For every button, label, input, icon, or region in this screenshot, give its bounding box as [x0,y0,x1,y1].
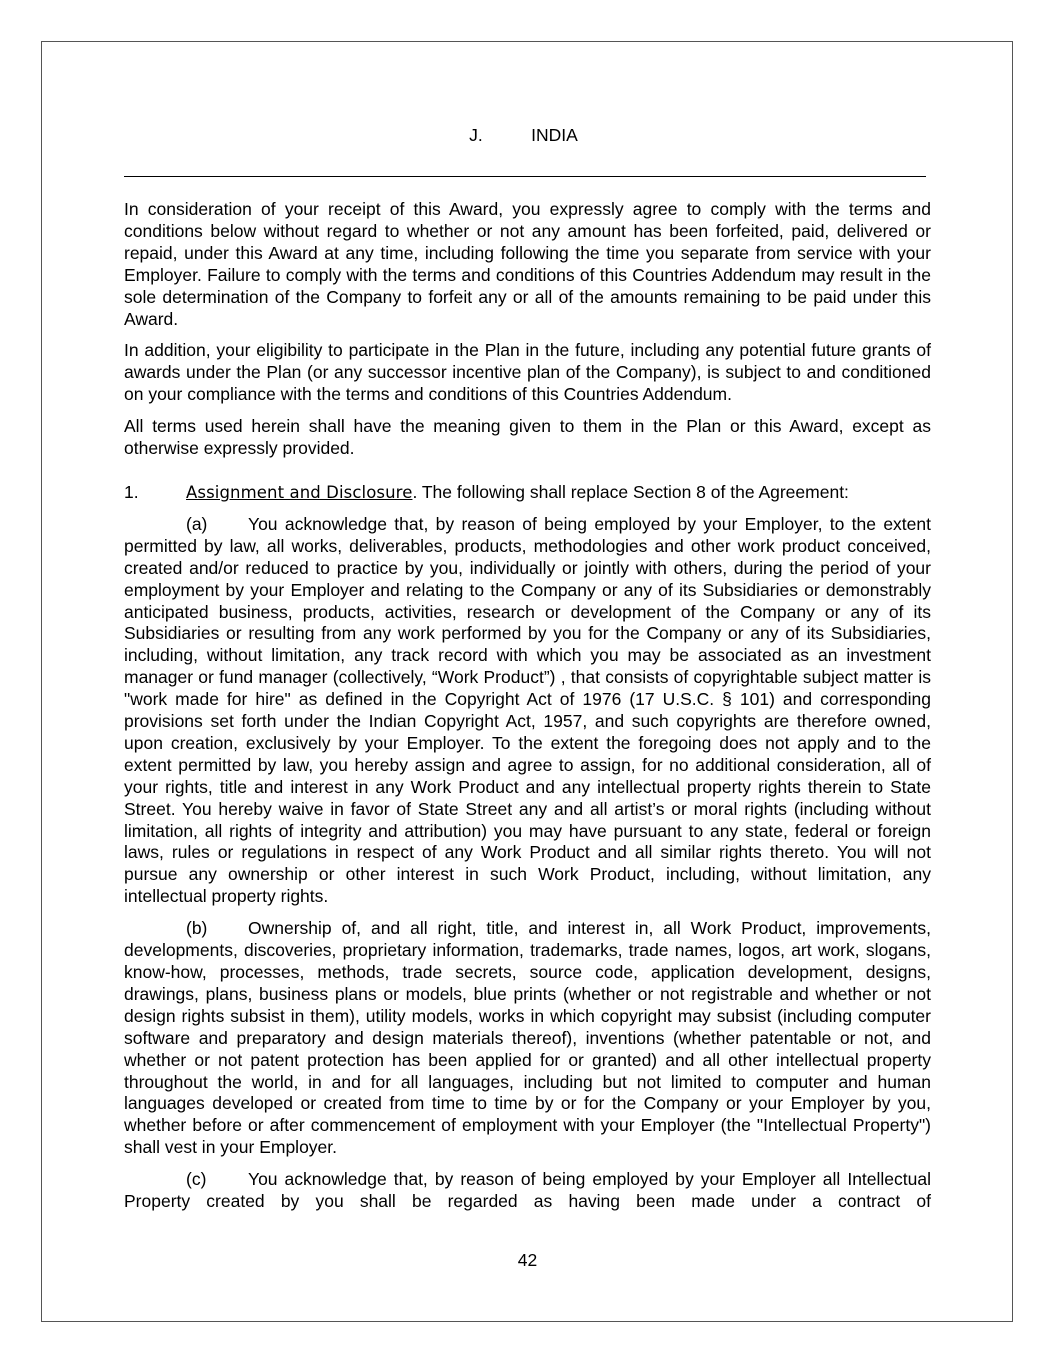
clause-b-text: Ownership of, and all right, title, and interest in, all Work Product, improvements, developments, discoveries, proprietary information, trademarks, trade names, logos, art work, slogans, know-how, processes, methods, trade secrets, source code, application development, designs, drawings, plans, business plans or models, blue prints (whether or not registrable and whether or not design rights subsist in them), utility models, works in which copyright may subsist (including computer software and preparatory and design materials thereof), inventions (whether patentable or not, and whether or not patent protection has been applied for or granted) and all other intellectual property throughout the world, in and for all languages, including but not limited to computer and human languages developed or created from time to time by or for the Company or your Employer by you, whether before or after commencement of employment with your Employer (the "Intellectual Property") shall vest in your Employer. [124,918,931,1158]
clause-a [124,514,931,908]
clause-a-label: (a) [186,513,208,534]
document-body [124,199,931,1223]
heading-letter: J. [469,125,483,145]
intro-paragraph: In addition, your eligibility to participate in the Plan in the future, including any potential future grants of awards under the Plan (or any successor incentive plan of the Company), is subject to and conditioned on your compliance with the terms and conditions of this Countries Addendum. [124,340,931,405]
clause-b [124,918,931,1159]
section-lead: . The following shall replace Section 8 of the Agreement: [412,481,849,502]
clause-c [124,1169,931,1213]
section-1-heading [124,482,931,504]
clause-a-text: You acknowledge that, by reason of being employed by your Employer, to the extent permitted by law, all works, deliverables, products, methodologies and other work product conceived, created and/or reduced to practice by you, individually or jointly with others, during the period of your employment by your Employer and relating to the Company or any of its Subsidiaries or demonstrably anticipated business, products, activities, research or development of the Company or any of its Subsidiaries or resulting from any work performed by you for the Company or any of its Subsidiaries, including, without limitation, any track record with which you may be associated as an investment manager or fund manager (collectively, “Work Product”) , that consists of copyrightable subject matter is "work made for hire" as defined in the Copyright Act of 1976 (17 U.S.C. § 101) and corresponding provisions set forth under the Indian Copyright Act, 1957, and such copyrights are therefore owned, upon creation, exclusively by your Employer. To the extent the foregoing does not apply and to the extent permitted by law, you hereby assign and agree to assign, for no additional consideration, all of your rights, title and interest in any Work Product and any intellectual property rights therein to State Street. You hereby waive in favor of State Street any and all artist’s or moral rights (including without limitation, all rights of integrity and attribution) you may have pursuant to any state, federal or foreign laws, rules or regulations in respect of any Work Product and all similar rights thereto. You will not pursue any ownership or other interest in such Work Product, including, without limitation, any intellectual property rights. [124,513,931,907]
clause-b-label: (b) [186,918,208,939]
intro-paragraph: In consideration of your receipt of this Award, you expressly agree to comply with the terms and conditions below without regard to whether or not any amount has been forfeited, paid, delivered or repaid, under this Award at any time, including following the time you separate from service with your Employer. Failure to comply with the terms and conditions of this Countries Addendum may result in the sole determination of the Company to forfeit any or all of the amounts remaining to be paid under this Award. [124,199,931,329]
heading-title: INDIA [531,125,578,145]
clause-c-label: (c) [186,1169,207,1190]
page-number: 42 [517,1250,538,1270]
heading-rule [124,176,926,177]
intro-paragraph: All terms used herein shall have the meaning given to them in the Plan or this Award, except as otherwise expressly provided. [124,416,931,459]
section-heading [0,124,1055,146]
clause-c-text: You acknowledge that, by reason of being employed by your Employer all Intellectual Property created by you shall be regarded as having been made under a contract of [124,1169,931,1212]
section-title: Assignment and Disclosure [186,482,413,502]
section-number: 1. [124,481,139,502]
